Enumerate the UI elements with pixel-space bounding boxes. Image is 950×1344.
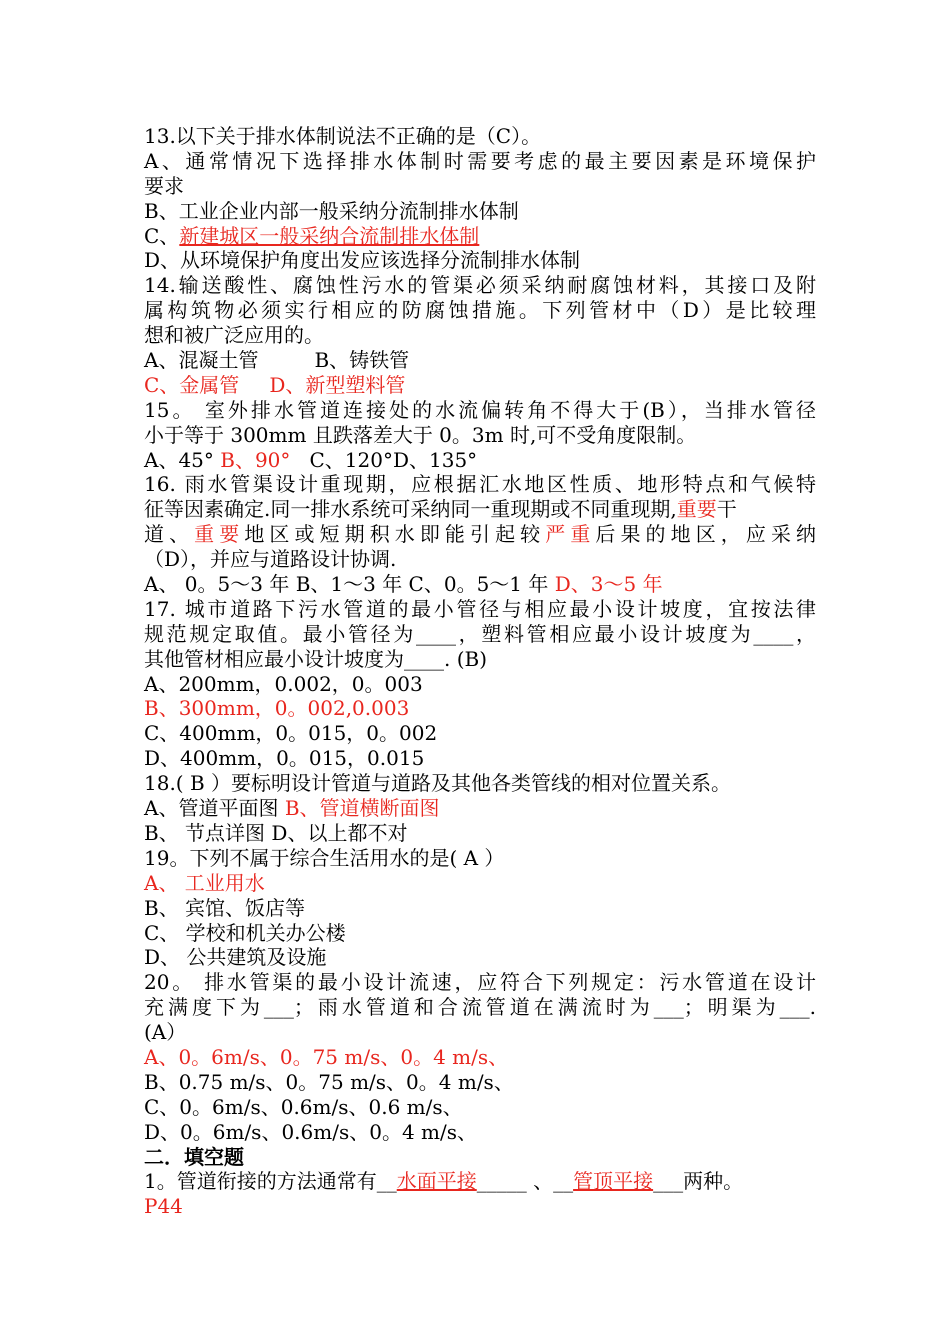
- page-reference: P44: [144, 1194, 183, 1219]
- q15-stem-2: 小于等于 300mm 且跌落差大于 0。3m 时,可不受角度限制。: [144, 422, 697, 447]
- q19-option-d: D、 公共建筑及设施: [144, 945, 327, 970]
- q17-stem-3: 其他管材相应最小设计坡度为____. (B): [144, 646, 488, 671]
- q19-option-b: B、 宾馆、饭店等: [144, 895, 306, 920]
- q20-stem-3: (A）: [144, 1020, 187, 1045]
- q17-option-b-answer: B、300mm，0。002,0.003: [144, 696, 410, 721]
- section-heading-fill-in: 二．填空题: [144, 1144, 244, 1169]
- q13-option-c: C、新建城区一般采纳合流制排水体制: [144, 223, 480, 248]
- q19-option-a-answer: A、 工业用水: [144, 870, 265, 895]
- q20-option-a-answer: A、0。6m/s、0。75 m/s、0。4 m/s、: [144, 1044, 509, 1069]
- q19-stem: 19。下列不属于综合生活用水的是( A ）: [144, 845, 505, 870]
- q17-stem-1: 17. 城市道路下污水管道的最小管径与相应最小设计坡度，宜按法律: [144, 596, 816, 621]
- q13-answer: 新建城区一般采纳合流制排水体制: [179, 223, 480, 248]
- q17-option-a: A、200mm，0.002，0。003: [144, 671, 423, 696]
- q16-stem-2: 征等因素确定.同一排水系统可采纳同一重现期或不同重现期,重要干: [144, 497, 737, 522]
- q19-option-c: C、 学校和机关办公楼: [144, 920, 346, 945]
- q14-stem-2: 属构筑物必须实行相应的防腐蚀措施。下列管材中（D）是比较理: [144, 298, 816, 323]
- q18-answer: B、管道横断面图: [284, 796, 440, 821]
- q14-stem-3: 想和被广泛应用的。: [144, 323, 324, 348]
- q20-option-b: B、0.75 m/s、0。75 m/s、0。4 m/s、: [144, 1069, 514, 1094]
- q14-answer: D、新型塑料管: [269, 372, 406, 397]
- q17-stem-2: 规范规定取值。最小管径为____，塑料管相应最小设计坡度为____，: [144, 621, 816, 646]
- q17-option-c: C、400mm，0。015，0。002: [144, 721, 438, 746]
- q20-stem-2: 充满度下为___；雨水管道和合流管道在满流时为___；明渠为___.: [144, 995, 816, 1020]
- q16-stem-3: 道、重要地区或短期积水即能引起较严重后果的地区，应采纳: [144, 522, 817, 547]
- fill-q1: 1。管道衔接的方法通常有__水面平接_____ 、__管顶平接___两种。: [144, 1169, 744, 1194]
- q20-stem-1: 20。 排水管渠的最小设计流速，应符合下列规定：污水管道在设计: [144, 970, 816, 995]
- fill-q1-answer-2: 管顶平接: [573, 1169, 654, 1194]
- q18-options-ab: A、管道平面图 B、管道横断面图: [144, 796, 440, 821]
- q20-option-c: C、0。6m/s、0.6m/s、0.6 m/s、: [144, 1094, 463, 1119]
- document-page: [144, 124, 816, 1219]
- q14-stem-1: 14.输送酸性、腐蚀性污水的管渠必须采纳耐腐蚀材料，其接口及附: [144, 273, 816, 298]
- q18-options-cd: B、 节点详图 D、以上都不对: [144, 820, 408, 845]
- q14-options-cd: C、金属管 D、新型塑料管: [144, 372, 406, 397]
- q13-option-a: A、通常情况下选择排水体制时需要考虑的最主要因素是环境保护: [144, 148, 816, 173]
- q13-option-b: B、工业企业内部一般采纳分流制排水体制: [144, 198, 519, 223]
- q16-options: A、 0。5～3 年 B、1～3 年 C、0。5～1 年 D、3～5 年: [144, 572, 663, 597]
- q13-stem: 13.以下关于排水体制说法不正确的是（C）。: [144, 124, 542, 148]
- q16-stem-1: 16. 雨水管渠设计重现期，应根据汇水地区性质、地形特点和气候特: [144, 472, 816, 497]
- q13-option-d: D、从环境保护角度出发应该选择分流制排水体制: [144, 248, 581, 273]
- q13-option-a-cont: 要求: [144, 173, 184, 198]
- q18-stem: 18.( B ）要标明设计管道与道路及其他各类管线的相对位置关系。: [144, 771, 732, 796]
- q15-stem-1: 15。 室外排水管道连接处的水流偏转角不得大于(B），当排水管径: [144, 397, 816, 422]
- q15-options: A、45° B、90° C、120°D、135°: [144, 447, 478, 472]
- q16-stem-4: （D），并应与道路设计协调.: [144, 547, 397, 572]
- q16-answer: D、3～5 年: [554, 572, 663, 597]
- fill-q1-answer-1: 水面平接: [396, 1169, 477, 1194]
- q15-answer: B、90°: [220, 447, 291, 472]
- q17-option-d: D、400mm，0。015，0.015: [144, 746, 425, 771]
- q14-options-ab: A、混凝土管 B、铸铁管: [144, 348, 410, 373]
- q20-option-d: D、0。6m/s、0.6m/s、0。4 m/s、: [144, 1119, 477, 1144]
